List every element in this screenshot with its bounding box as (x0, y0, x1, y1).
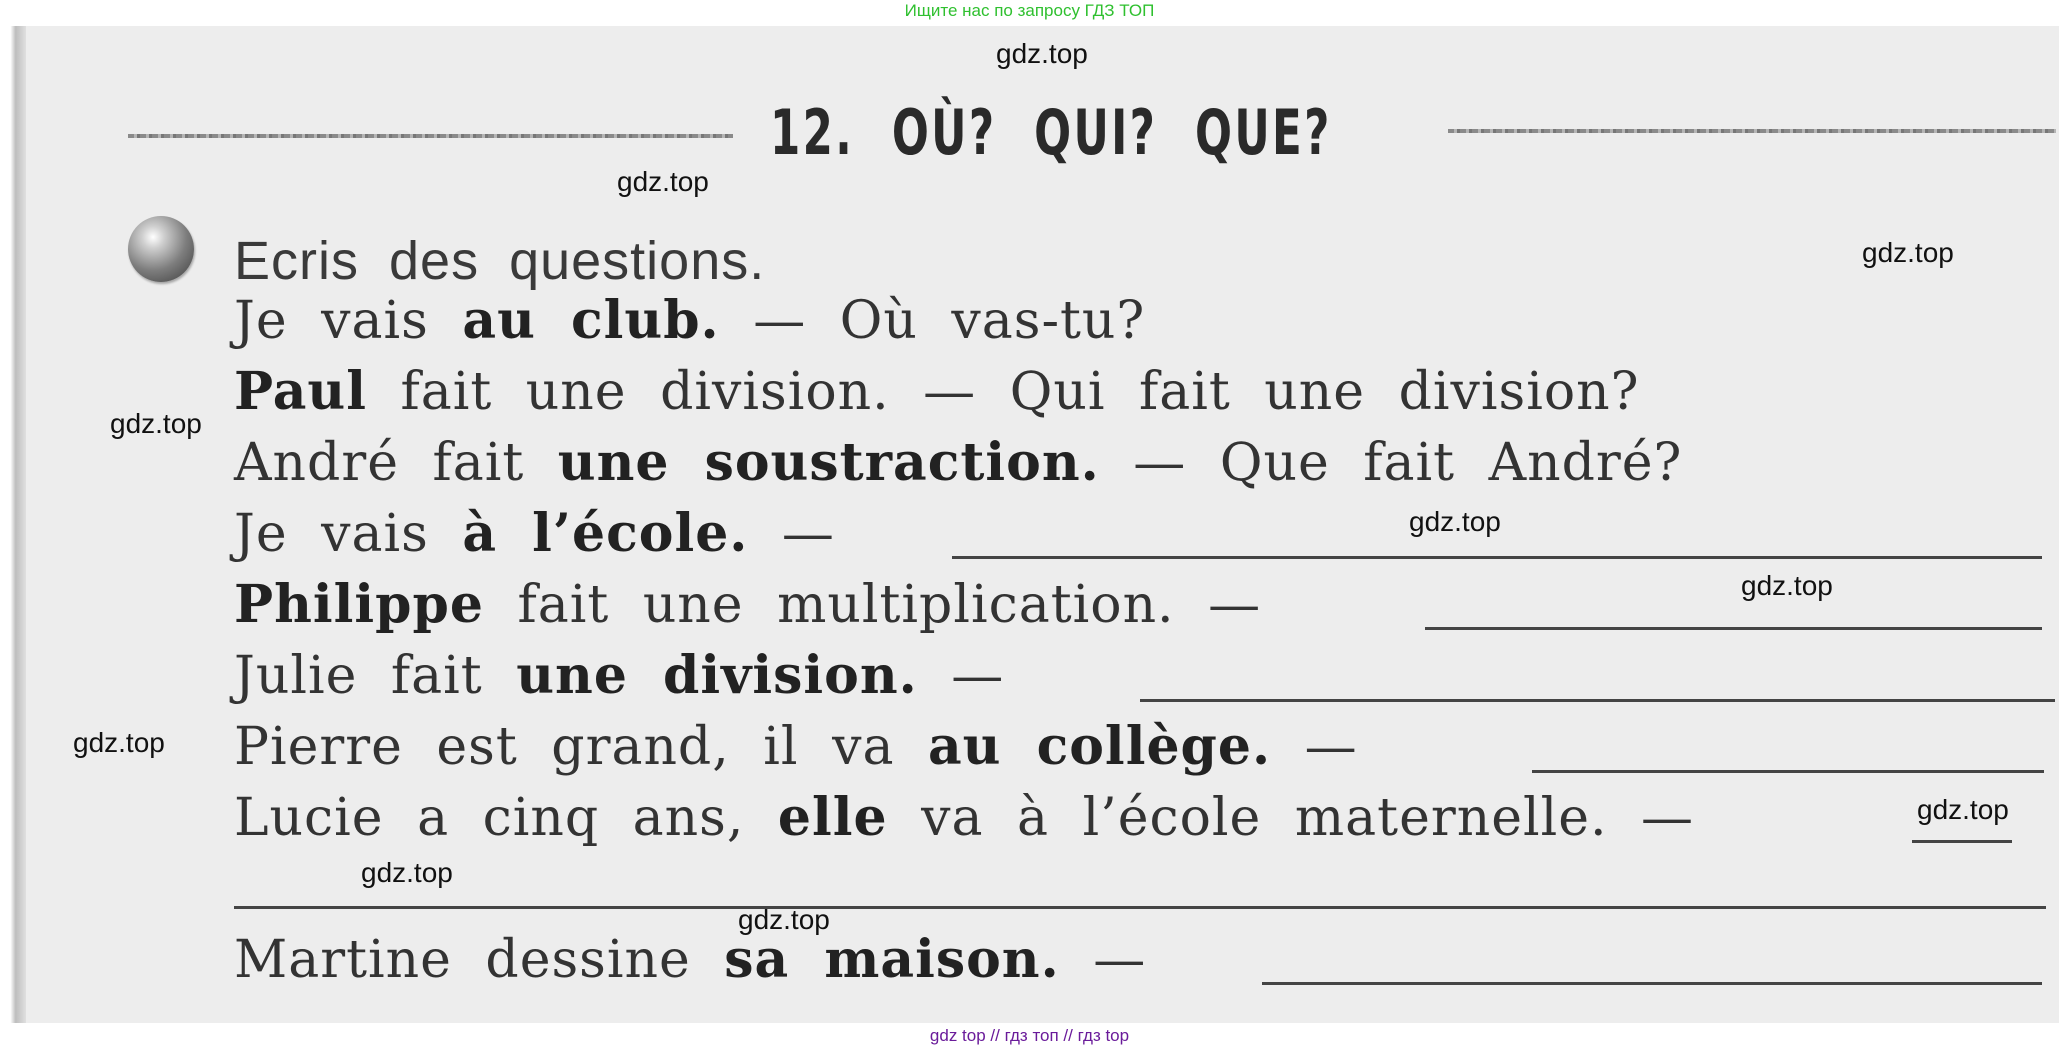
page-binding-edge (0, 26, 26, 1023)
answer-blank[interactable] (1912, 840, 2012, 843)
watermark: gdz.top (361, 857, 453, 888)
top-banner[interactable]: Ищите нас по запросу ГДЗ ТОП (904, 1, 1155, 20)
watermark: gdz.top (738, 904, 830, 935)
line-text: — (1059, 930, 1147, 990)
line-text: Martine dessine (234, 930, 725, 990)
line-text: Julie fait (234, 646, 517, 706)
answer-blank[interactable] (1140, 699, 2055, 702)
exercise-line (234, 787, 1694, 848)
bold-answer-text: sa maison. (724, 929, 1060, 990)
bottom-banner[interactable]: gdz top // гдз топ // гдз top (929, 1026, 1130, 1045)
exercise-line (234, 290, 1145, 351)
exercise-line (234, 503, 835, 564)
exercise-line (234, 574, 1261, 635)
bold-answer-text: à l’école. (462, 503, 749, 564)
exercise-instruction: Ecris des questions. (234, 231, 766, 291)
watermark: gdz.top (1862, 237, 1954, 268)
watermark: gdz.top (110, 408, 202, 439)
watermark: gdz.top (996, 38, 1088, 69)
line-text: fait une division. — Qui fait une division? (366, 362, 1640, 422)
watermark: gdz.top (617, 166, 709, 197)
title-rule-left (128, 134, 733, 138)
bold-answer-text: elle (777, 787, 888, 848)
bold-answer-text: une division. (516, 645, 918, 706)
line-text: — (748, 504, 835, 564)
line-text: Je vais (234, 504, 463, 564)
watermark: gdz.top (1917, 794, 2009, 825)
exercise-line (234, 432, 1682, 493)
line-text: André fait (234, 433, 558, 493)
answer-blank[interactable] (952, 556, 2042, 559)
exercise-line (234, 929, 1146, 990)
line-text: — (917, 646, 1005, 706)
line-text: Je vais (234, 291, 463, 351)
answer-blank[interactable] (1532, 770, 2044, 773)
line-text: — Où vas-tu? (719, 291, 1146, 351)
answer-blank[interactable] (1425, 627, 2042, 630)
bold-answer-text: une soustraction. (557, 432, 1100, 493)
bold-answer-text: au collège. (927, 716, 1272, 777)
line-text: fait une multiplication. — (483, 575, 1262, 635)
title-rule-right (1448, 129, 2056, 133)
line-text: — (1271, 717, 1358, 777)
line-text: — Que fait André? (1099, 433, 1683, 493)
exercise-line (234, 716, 1358, 777)
watermark: gdz.top (73, 727, 165, 758)
line-text: va à l’école maternelle. — (887, 788, 1695, 848)
exercise-title: 12. OÙ? QUI? QUE? (770, 96, 1332, 169)
line-text: Lucie a cinq ans, (234, 788, 778, 848)
bullet-ball-icon (128, 216, 194, 282)
textbook-page (0, 26, 2059, 1023)
answer-blank[interactable] (234, 906, 2046, 909)
exercise-line (234, 645, 1004, 706)
bold-answer-text: Philippe (234, 574, 484, 635)
exercise-line (234, 361, 1640, 422)
watermark: gdz.top (1409, 506, 1501, 537)
line-text: Pierre est grand, il va (234, 717, 928, 777)
bold-answer-text: Paul (234, 361, 367, 422)
answer-blank[interactable] (1262, 982, 2042, 985)
watermark: gdz.top (1741, 570, 1833, 601)
bold-answer-text: au club. (462, 290, 720, 351)
